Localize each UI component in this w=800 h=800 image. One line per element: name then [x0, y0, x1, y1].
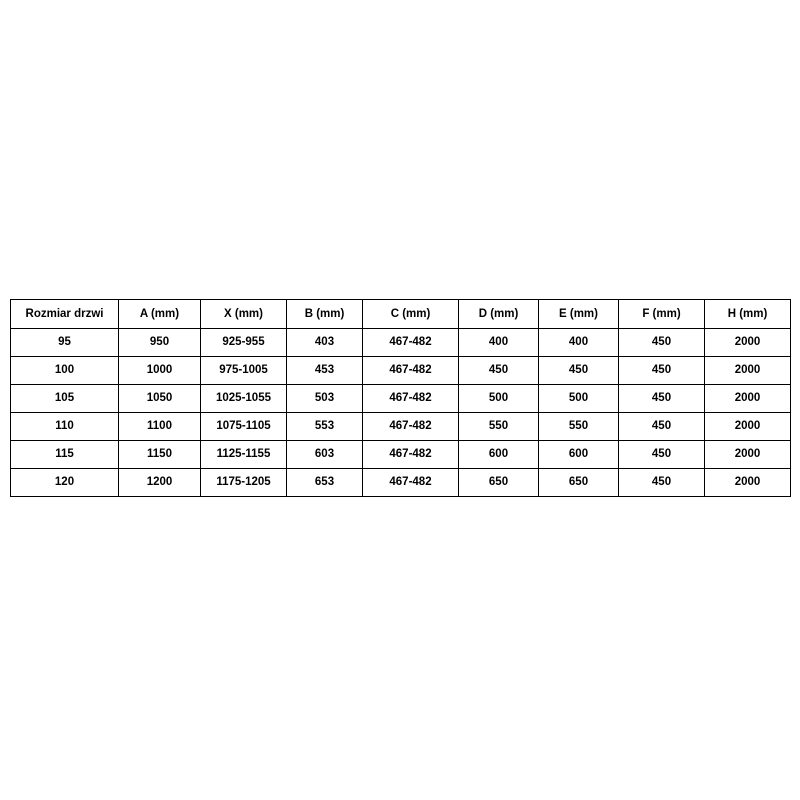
column-header-rozmiar-drzwi: Rozmiar drzwi — [11, 300, 119, 329]
cell-a: 1150 — [119, 441, 201, 469]
cell-rozmiar-drzwi: 110 — [11, 413, 119, 441]
cell-x: 1025-1055 — [201, 385, 287, 413]
column-header-d: D (mm) — [459, 300, 539, 329]
table-row — [11, 329, 791, 357]
cell-f: 450 — [619, 329, 705, 357]
cell-rozmiar-drzwi: 120 — [11, 469, 119, 497]
cell-f: 450 — [619, 413, 705, 441]
cell-a: 1200 — [119, 469, 201, 497]
cell-c: 467-482 — [363, 357, 459, 385]
cell-d: 550 — [459, 413, 539, 441]
table-row — [11, 413, 791, 441]
cell-e: 550 — [539, 413, 619, 441]
column-header-f: F (mm) — [619, 300, 705, 329]
table-body — [11, 329, 791, 497]
cell-x: 1075-1105 — [201, 413, 287, 441]
cell-h: 2000 — [705, 329, 791, 357]
cell-h: 2000 — [705, 441, 791, 469]
cell-b: 653 — [287, 469, 363, 497]
table-row — [11, 441, 791, 469]
cell-rozmiar-drzwi: 105 — [11, 385, 119, 413]
cell-x: 925-955 — [201, 329, 287, 357]
cell-e: 450 — [539, 357, 619, 385]
table-header — [11, 300, 791, 329]
column-header-c: C (mm) — [363, 300, 459, 329]
column-header-b: B (mm) — [287, 300, 363, 329]
table-row — [11, 357, 791, 385]
cell-e: 600 — [539, 441, 619, 469]
cell-rozmiar-drzwi: 100 — [11, 357, 119, 385]
cell-c: 467-482 — [363, 413, 459, 441]
cell-b: 453 — [287, 357, 363, 385]
cell-d: 650 — [459, 469, 539, 497]
table-row — [11, 385, 791, 413]
cell-d: 400 — [459, 329, 539, 357]
column-header-h: H (mm) — [705, 300, 791, 329]
cell-h: 2000 — [705, 357, 791, 385]
cell-f: 450 — [619, 357, 705, 385]
cell-d: 500 — [459, 385, 539, 413]
cell-a: 1100 — [119, 413, 201, 441]
cell-b: 603 — [287, 441, 363, 469]
cell-c: 467-482 — [363, 441, 459, 469]
cell-d: 450 — [459, 357, 539, 385]
cell-a: 950 — [119, 329, 201, 357]
cell-c: 467-482 — [363, 469, 459, 497]
cell-b: 503 — [287, 385, 363, 413]
table-row — [11, 469, 791, 497]
cell-a: 1050 — [119, 385, 201, 413]
column-header-a: A (mm) — [119, 300, 201, 329]
cell-x: 975-1005 — [201, 357, 287, 385]
table-header-row — [11, 300, 791, 329]
spec-table-container — [10, 299, 790, 497]
cell-e: 650 — [539, 469, 619, 497]
cell-h: 2000 — [705, 413, 791, 441]
cell-f: 450 — [619, 441, 705, 469]
cell-rozmiar-drzwi: 115 — [11, 441, 119, 469]
cell-c: 467-482 — [363, 329, 459, 357]
cell-b: 553 — [287, 413, 363, 441]
cell-x: 1175-1205 — [201, 469, 287, 497]
cell-h: 2000 — [705, 469, 791, 497]
cell-f: 450 — [619, 385, 705, 413]
cell-f: 450 — [619, 469, 705, 497]
cell-d: 600 — [459, 441, 539, 469]
cell-e: 400 — [539, 329, 619, 357]
column-header-x: X (mm) — [201, 300, 287, 329]
cell-h: 2000 — [705, 385, 791, 413]
cell-a: 1000 — [119, 357, 201, 385]
cell-e: 500 — [539, 385, 619, 413]
cell-b: 403 — [287, 329, 363, 357]
cell-c: 467-482 — [363, 385, 459, 413]
door-size-spec-table — [10, 299, 791, 497]
cell-rozmiar-drzwi: 95 — [11, 329, 119, 357]
cell-x: 1125-1155 — [201, 441, 287, 469]
column-header-e: E (mm) — [539, 300, 619, 329]
